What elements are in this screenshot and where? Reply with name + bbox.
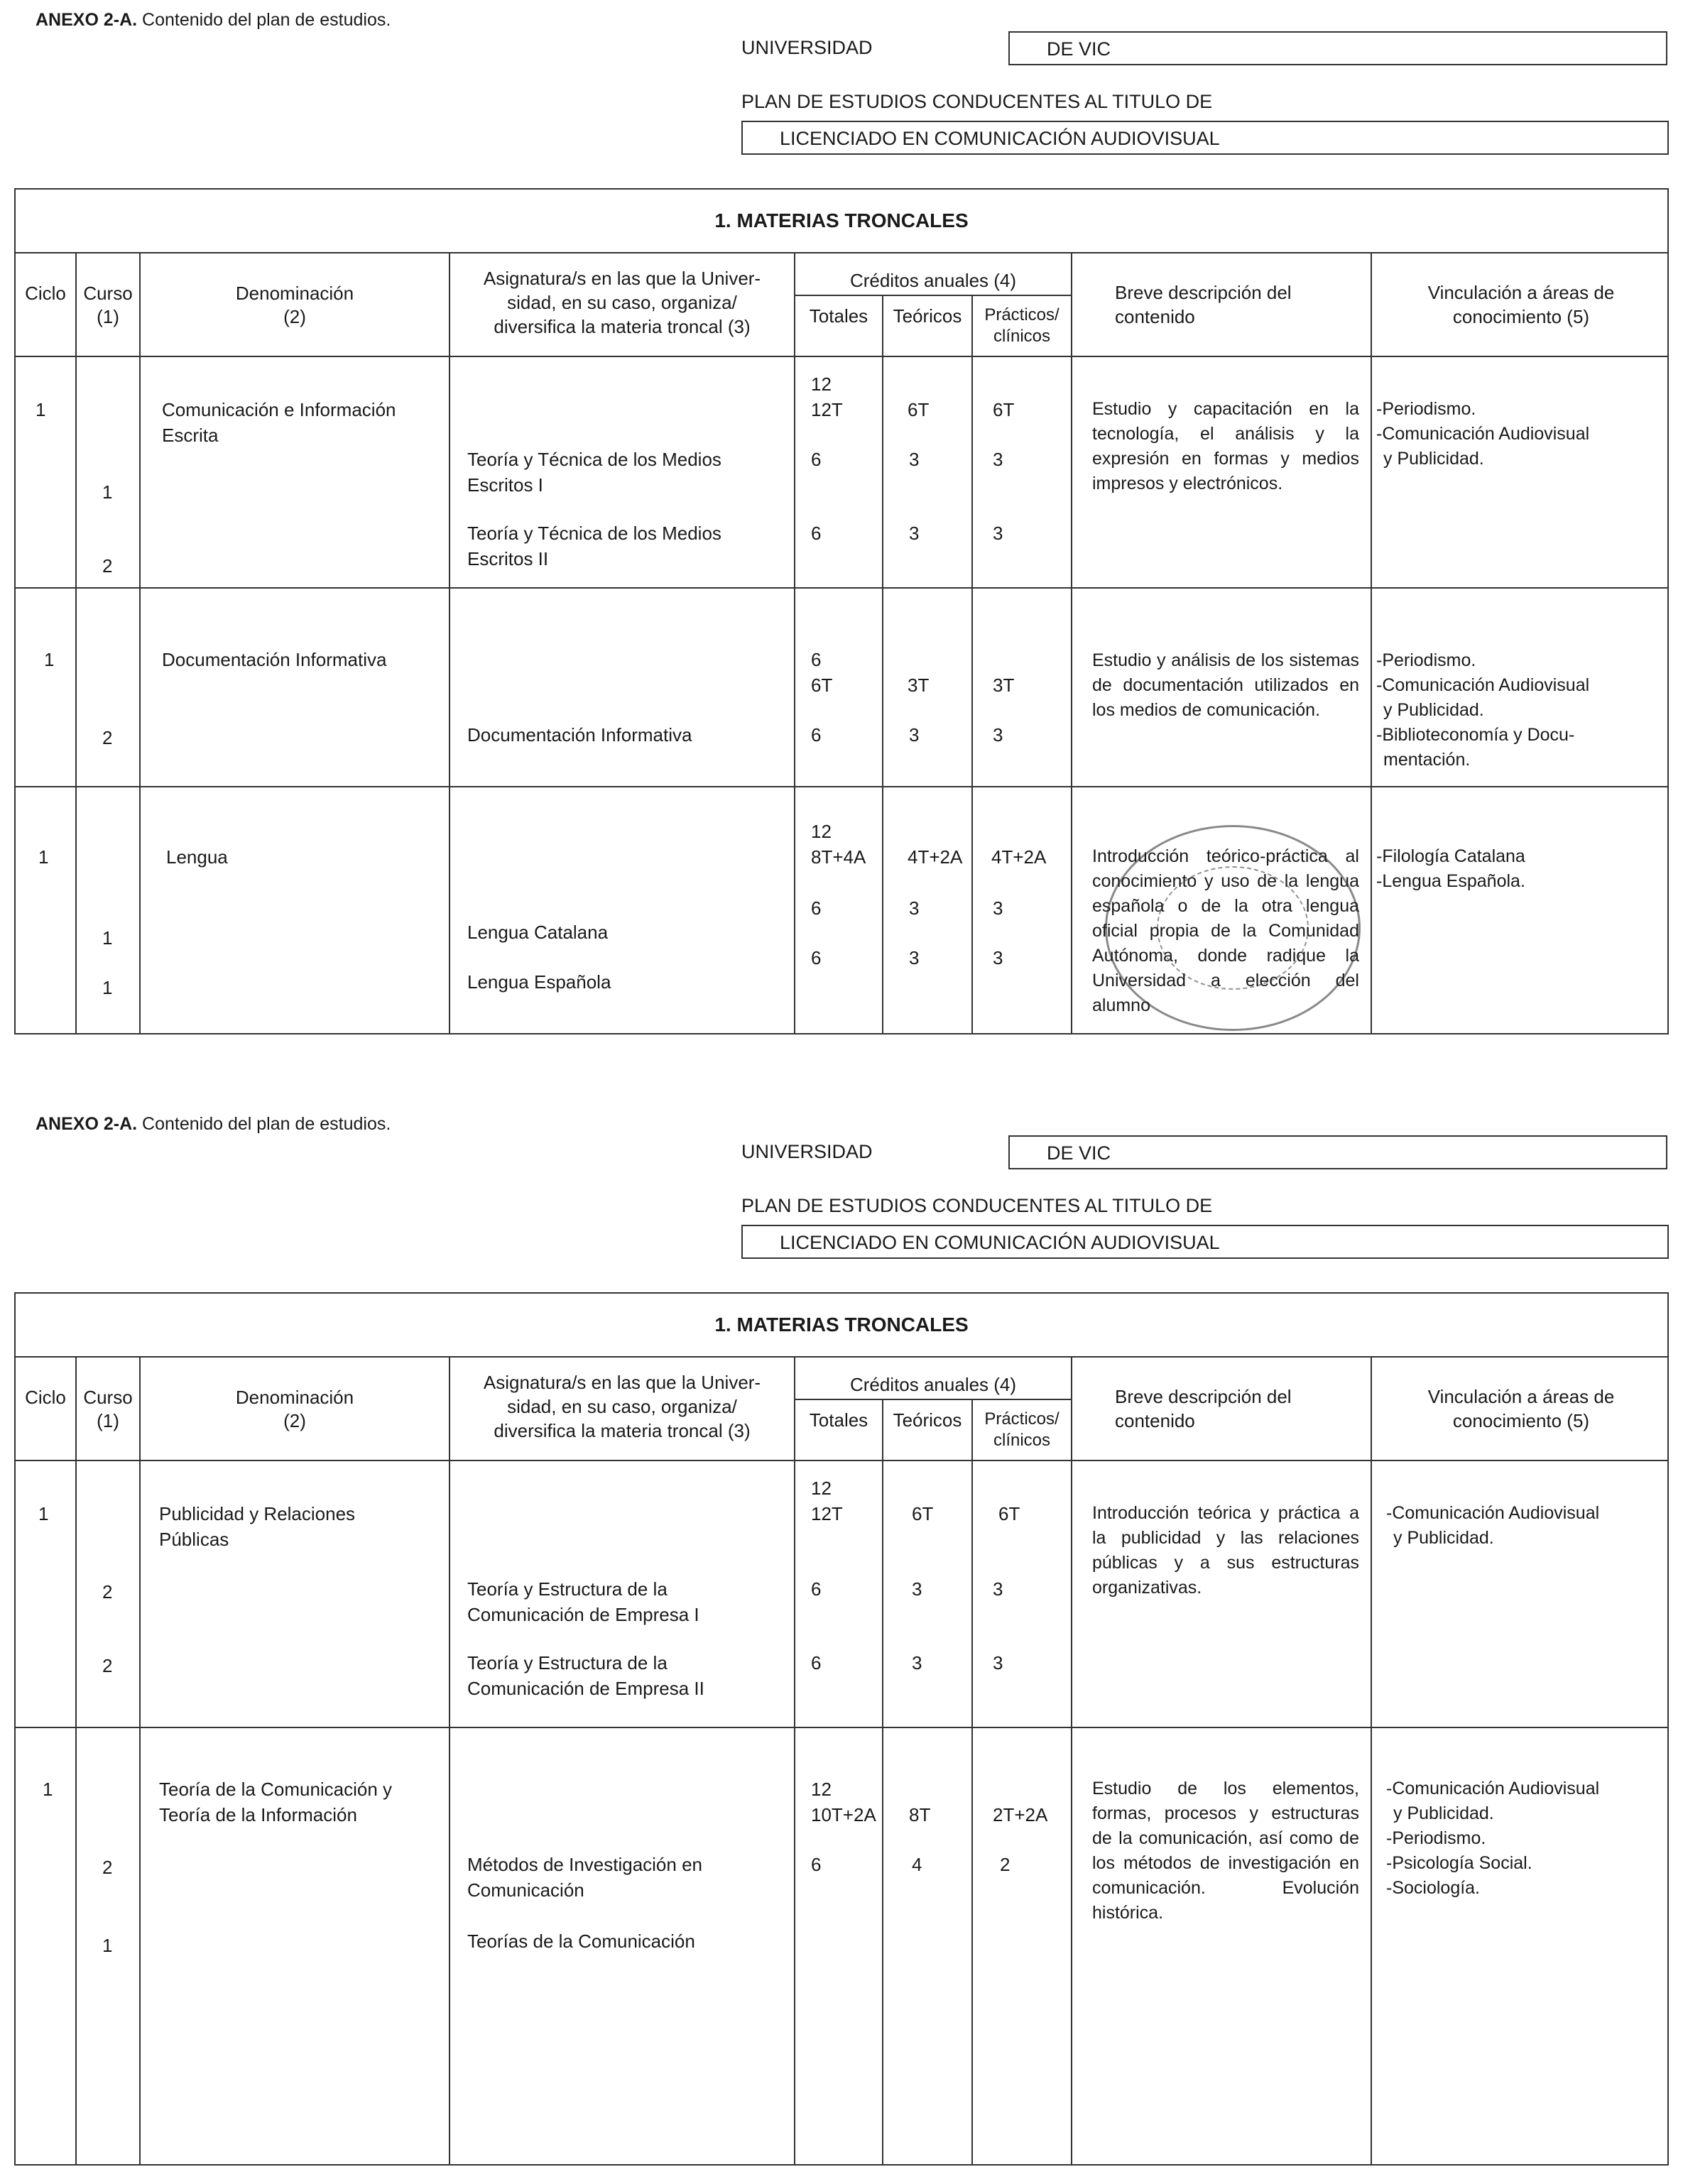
asignatura-totales: 6 xyxy=(811,1578,822,1600)
header-asignaturas: Asignatura/s en las que la Univer- sidad, en su caso, organiza/ diversifica la materia troncal (3) xyxy=(483,268,761,337)
curso-cell: 1 xyxy=(102,927,113,949)
curso-cell: 2 xyxy=(102,727,113,748)
teoricos-cell: 4T+2A xyxy=(908,846,963,868)
header-breve-descripcion: Breve descripción del contenido xyxy=(1115,282,1292,327)
asignatura-teoricos: 4 xyxy=(912,1854,922,1875)
plan-label: PLAN DE ESTUDIOS CONDUCENTES AL TITULO DE xyxy=(741,91,1213,112)
asignatura-totales: 6 xyxy=(811,1854,822,1875)
asignatura-practicos: 3 xyxy=(993,724,1003,746)
totales-total: 12 xyxy=(811,1478,832,1499)
asignatura-practicos: 3 xyxy=(993,449,1003,470)
asignatura-cell: Teoría y Técnica de los Medios Escritos I xyxy=(467,449,721,496)
university-label: UNIVERSIDAD xyxy=(741,1141,873,1162)
teoricos-cell: 6T xyxy=(912,1503,934,1524)
asignatura-teoricos: 3 xyxy=(909,897,920,919)
university-value: DE VIC xyxy=(1008,31,1667,65)
header-practicos: Prácticos/ clínicos xyxy=(984,305,1060,346)
asignatura-practicos: 2 xyxy=(1000,1854,1011,1875)
practicos-cell: 3T xyxy=(993,675,1015,696)
header-vinculacion: Vinculación a áreas de conocimiento (5) xyxy=(1427,1386,1615,1431)
subjects-table xyxy=(14,188,1669,1034)
asignatura-practicos: 3 xyxy=(993,523,1003,544)
header-denominacion: Denominación (2) xyxy=(235,1387,354,1431)
curso-cell: 2 xyxy=(102,1581,113,1602)
asignatura-practicos: 3 xyxy=(993,1578,1003,1600)
asignatura-cell: Documentación Informativa xyxy=(467,724,692,746)
header-totales: Totales xyxy=(809,305,868,327)
asignatura-cell: Lengua Española xyxy=(467,971,611,993)
university-value: DE VIC xyxy=(1008,1135,1667,1169)
curso-cell: 2 xyxy=(102,555,113,577)
header-denominacion: Denominación (2) xyxy=(235,283,354,327)
descripcion-cell: Estudio de los elementos, formas, procesos y estructuras de la comunicación, así como de los métodos de investigación en comunicación. Evolución histórica. xyxy=(1092,1779,1359,1923)
totales-cell: 10T+2A xyxy=(811,1804,876,1825)
asignatura-teoricos: 3 xyxy=(909,449,920,470)
ciclo-cell: 1 xyxy=(43,1779,53,1800)
degree-value: LICENCIADO EN COMUNICACIÓN AUDIOVISUAL xyxy=(741,121,1669,155)
university-label: UNIVERSIDAD xyxy=(741,37,873,58)
asignatura-practicos: 3 xyxy=(993,947,1003,968)
totales-cell: 12T xyxy=(811,399,843,420)
asignatura-teoricos: 3 xyxy=(909,523,920,544)
totales-total: 12 xyxy=(811,373,832,395)
ciclo-cell: 1 xyxy=(36,399,46,420)
table-title: 1. MATERIAS TRONCALES xyxy=(16,1294,1667,1358)
curso-cell: 2 xyxy=(102,1857,113,1878)
asignatura-cell: Lengua Catalana xyxy=(467,922,609,943)
header-breve-descripcion: Breve descripción del contenido xyxy=(1115,1386,1292,1431)
header-teoricos: Teóricos xyxy=(893,1409,962,1431)
asignatura-totales: 6 xyxy=(811,947,822,968)
asignatura-practicos: 3 xyxy=(993,1652,1003,1674)
header-ciclo: Ciclo xyxy=(25,1387,66,1408)
teoricos-cell: 3T xyxy=(908,675,930,696)
header-teoricos: Teóricos xyxy=(893,305,962,327)
table-title: 1. MATERIAS TRONCALES xyxy=(16,190,1667,253)
totales-total: 12 xyxy=(811,1779,832,1800)
areas-cell: -Periodismo. -Comunicación Audiovisual y Publicidad. xyxy=(1376,399,1590,469)
header-practicos: Prácticos/ clínicos xyxy=(984,1409,1060,1450)
areas-cell: -Periodismo. -Comunicación Audiovisual y Publicidad. -Biblioteconomía y Docu- mentación. xyxy=(1376,650,1590,770)
areas-cell: -Comunicación Audiovisual y Publicidad. xyxy=(1386,1503,1600,1548)
curso-cell: 1 xyxy=(102,1935,113,1956)
descripcion-cell: Estudio y análisis de los sistemas de documentación utilizados en los medios de comunicación. xyxy=(1092,650,1359,720)
curso-cell: 1 xyxy=(102,977,113,998)
practicos-cell: 6T xyxy=(993,399,1015,420)
document-page-1 xyxy=(0,0,1683,1080)
plan-label: PLAN DE ESTUDIOS CONDUCENTES AL TITULO DE xyxy=(741,1195,1213,1216)
totales-total: 6 xyxy=(811,649,822,670)
asignatura-cell: Métodos de Investigación en Comunicación xyxy=(467,1854,702,1901)
ciclo-cell: 1 xyxy=(38,846,49,868)
asignatura-practicos: 3 xyxy=(993,897,1003,919)
annex-title: ANEXO 2-A. Contenido del plan de estudios. xyxy=(36,10,391,30)
ciclo-cell: 1 xyxy=(44,649,55,670)
header-ciclo: Ciclo xyxy=(25,283,66,304)
areas-cell: -Comunicación Audiovisual y Publicidad. -Periodismo. -Psicología Social. -Sociología. xyxy=(1386,1779,1600,1898)
curso-cell: 1 xyxy=(102,481,113,503)
asignatura-teoricos: 3 xyxy=(912,1652,922,1674)
header-curso: Curso (1) xyxy=(83,1387,133,1431)
areas-cell: -Filología Catalana -Lengua Española. xyxy=(1376,846,1525,891)
practicos-cell: 2T+2A xyxy=(993,1804,1048,1825)
header-asignaturas: Asignatura/s en las que la Univer- sidad, en su caso, organiza/ diversifica la materia troncal (3) xyxy=(483,1372,761,1441)
totales-cell: 6T xyxy=(811,675,833,696)
degree-value: LICENCIADO EN COMUNICACIÓN AUDIOVISUAL xyxy=(741,1225,1669,1259)
document-page-2 xyxy=(0,1104,1683,2184)
totales-cell: 12T xyxy=(811,1503,843,1524)
practicos-cell: 6T xyxy=(998,1503,1020,1524)
ciclo-cell: 1 xyxy=(38,1503,49,1524)
descripcion-cell: Introducción teórica y práctica a la publicidad y las relaciones públicas y a sus estructuras organizativas. xyxy=(1092,1503,1359,1598)
header-vinculacion: Vinculación a áreas de conocimiento (5) xyxy=(1427,282,1615,327)
header-curso: Curso (1) xyxy=(83,283,133,327)
university-seal xyxy=(1105,825,1361,1031)
denominacion-cell: Comunicación e Información Escrita xyxy=(162,399,396,446)
practicos-cell: 4T+2A xyxy=(991,846,1047,868)
denominacion-cell: Teoría de la Comunicación y Teoría de la Información xyxy=(159,1779,393,1825)
asignatura-totales: 6 xyxy=(811,523,822,544)
denominacion-cell: Lengua xyxy=(166,846,228,868)
descripcion-cell: Introducción teórico-práctica al conocimiento y uso de la lengua española o de la otra lengua oficial propia de la Comunidad Autónoma, donde radique la Universidad a elección del alumno xyxy=(1092,846,1359,1015)
asignatura-cell: Teoría y Técnica de los Medios Escritos II xyxy=(467,523,721,569)
descripcion-cell: Estudio y capacitación en la tecnología, el análisis y la expresión en formas y medios impresos y electrónicos. xyxy=(1092,399,1359,493)
header-creditos: Créditos anuales (4) xyxy=(849,1374,1017,1395)
curso-cell: 2 xyxy=(102,1655,113,1676)
header-totales: Totales xyxy=(809,1409,868,1431)
denominacion-cell: Documentación Informativa xyxy=(162,649,387,670)
asignatura-teoricos: 3 xyxy=(909,724,920,746)
subjects-table xyxy=(14,1292,1669,2166)
totales-total: 12 xyxy=(811,821,832,842)
asignatura-totales: 6 xyxy=(811,897,822,919)
denominacion-cell: Publicidad y Relaciones Públicas xyxy=(159,1503,356,1550)
asignatura-totales: 6 xyxy=(811,449,822,470)
asignatura-teoricos: 3 xyxy=(909,947,920,968)
teoricos-cell: 6T xyxy=(908,399,930,420)
asignatura-teoricos: 3 xyxy=(912,1578,922,1600)
header-creditos: Créditos anuales (4) xyxy=(849,270,1017,291)
asignatura-cell: Teoría y Estructura de la Comunicación de Empresa II xyxy=(467,1652,704,1699)
asignatura-cell: Teoría y Estructura de la Comunicación de Empresa I xyxy=(467,1578,699,1625)
asignatura-totales: 6 xyxy=(811,724,822,746)
totales-cell: 8T+4A xyxy=(811,846,866,868)
teoricos-cell: 8T xyxy=(909,1804,931,1825)
asignatura-cell: Teorías de la Comunicación xyxy=(467,1931,695,1952)
asignatura-totales: 6 xyxy=(811,1652,822,1674)
annex-title: ANEXO 2-A. Contenido del plan de estudios. xyxy=(36,1114,391,1134)
